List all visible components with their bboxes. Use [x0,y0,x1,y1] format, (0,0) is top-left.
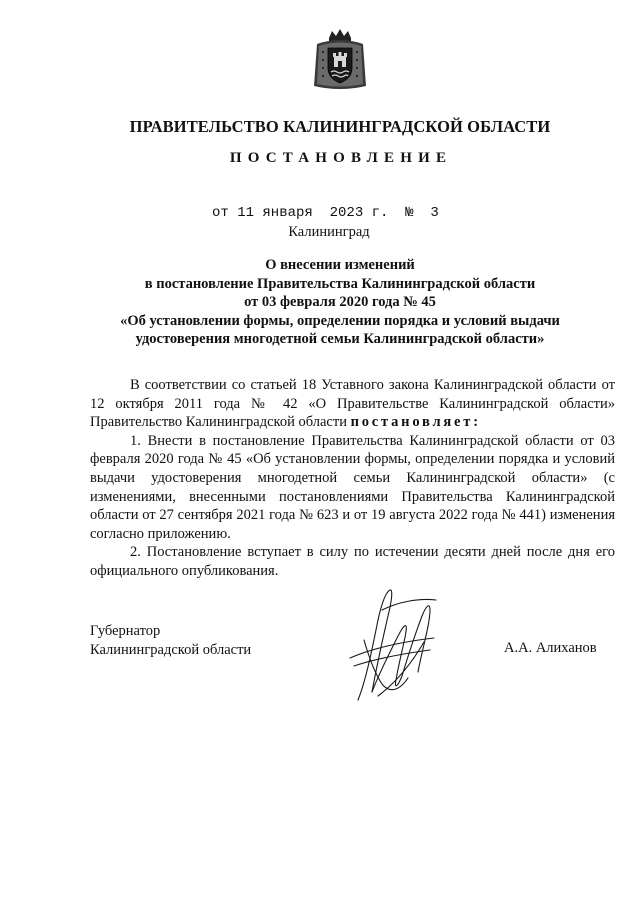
subject-line: от 03 февраля 2020 года № 45 [244,294,436,310]
signer-name: А.А. Алиханов [504,640,597,656]
signer-title-line: Калининградской области [90,641,252,658]
government-title: ПРАВИТЕЛЬСТВО КАЛИНИНГРАДСКОЙ ОБЛАСТИ [129,117,551,136]
subject-line: О внесении изменений [265,257,415,273]
signer-title-line: Губернатор [90,623,161,639]
signer-title [90,622,251,659]
decree-word: постановляет: [350,414,481,431]
intro-text: В соответствии со статьей 18 Уставного закона Калининградской области от 12 октября 2011 года № 42 «О Правительстве Калининградской области» Правительство Калининградской области [90,377,615,431]
subject-line: «Об установлении формы, определении порядка и условий выдачи [120,312,560,329]
item-1-paragraph: 1. Внести в постановление Правительства Калининградской области от 03 февраля 2020 года № 45 «Об установлении формы, определении порядка и условий выдачи удостоверения многодетной семьи Калининградской области» (с изменениями, внесенными постановлениями Правительства Калининградской области от 27 сентября 2021 года № 623 и от 19 августа 2022 года № 441) изменения согласно приложению. [90,432,615,542]
handwritten-signature-icon [338,580,442,708]
document-subject [90,256,590,349]
item-2-paragraph: 2. Постановление вступает в силу по истечении десяти дней после дня его официального опубликования. [90,544,615,579]
coat-of-arms-icon [311,28,369,92]
document-type: ПОСТАНОВЛЕНИЕ [229,150,453,166]
intro-paragraph [90,376,615,432]
document-body [90,376,615,581]
document-date-number: от 11 января 2023 г. № 3 [212,205,439,221]
subject-line: удостоверения многодетной семьи Калининградской области» [135,331,545,347]
document-city: Калининград [288,224,370,240]
subject-line: в постановление Правительства Калининградской области [144,275,536,292]
